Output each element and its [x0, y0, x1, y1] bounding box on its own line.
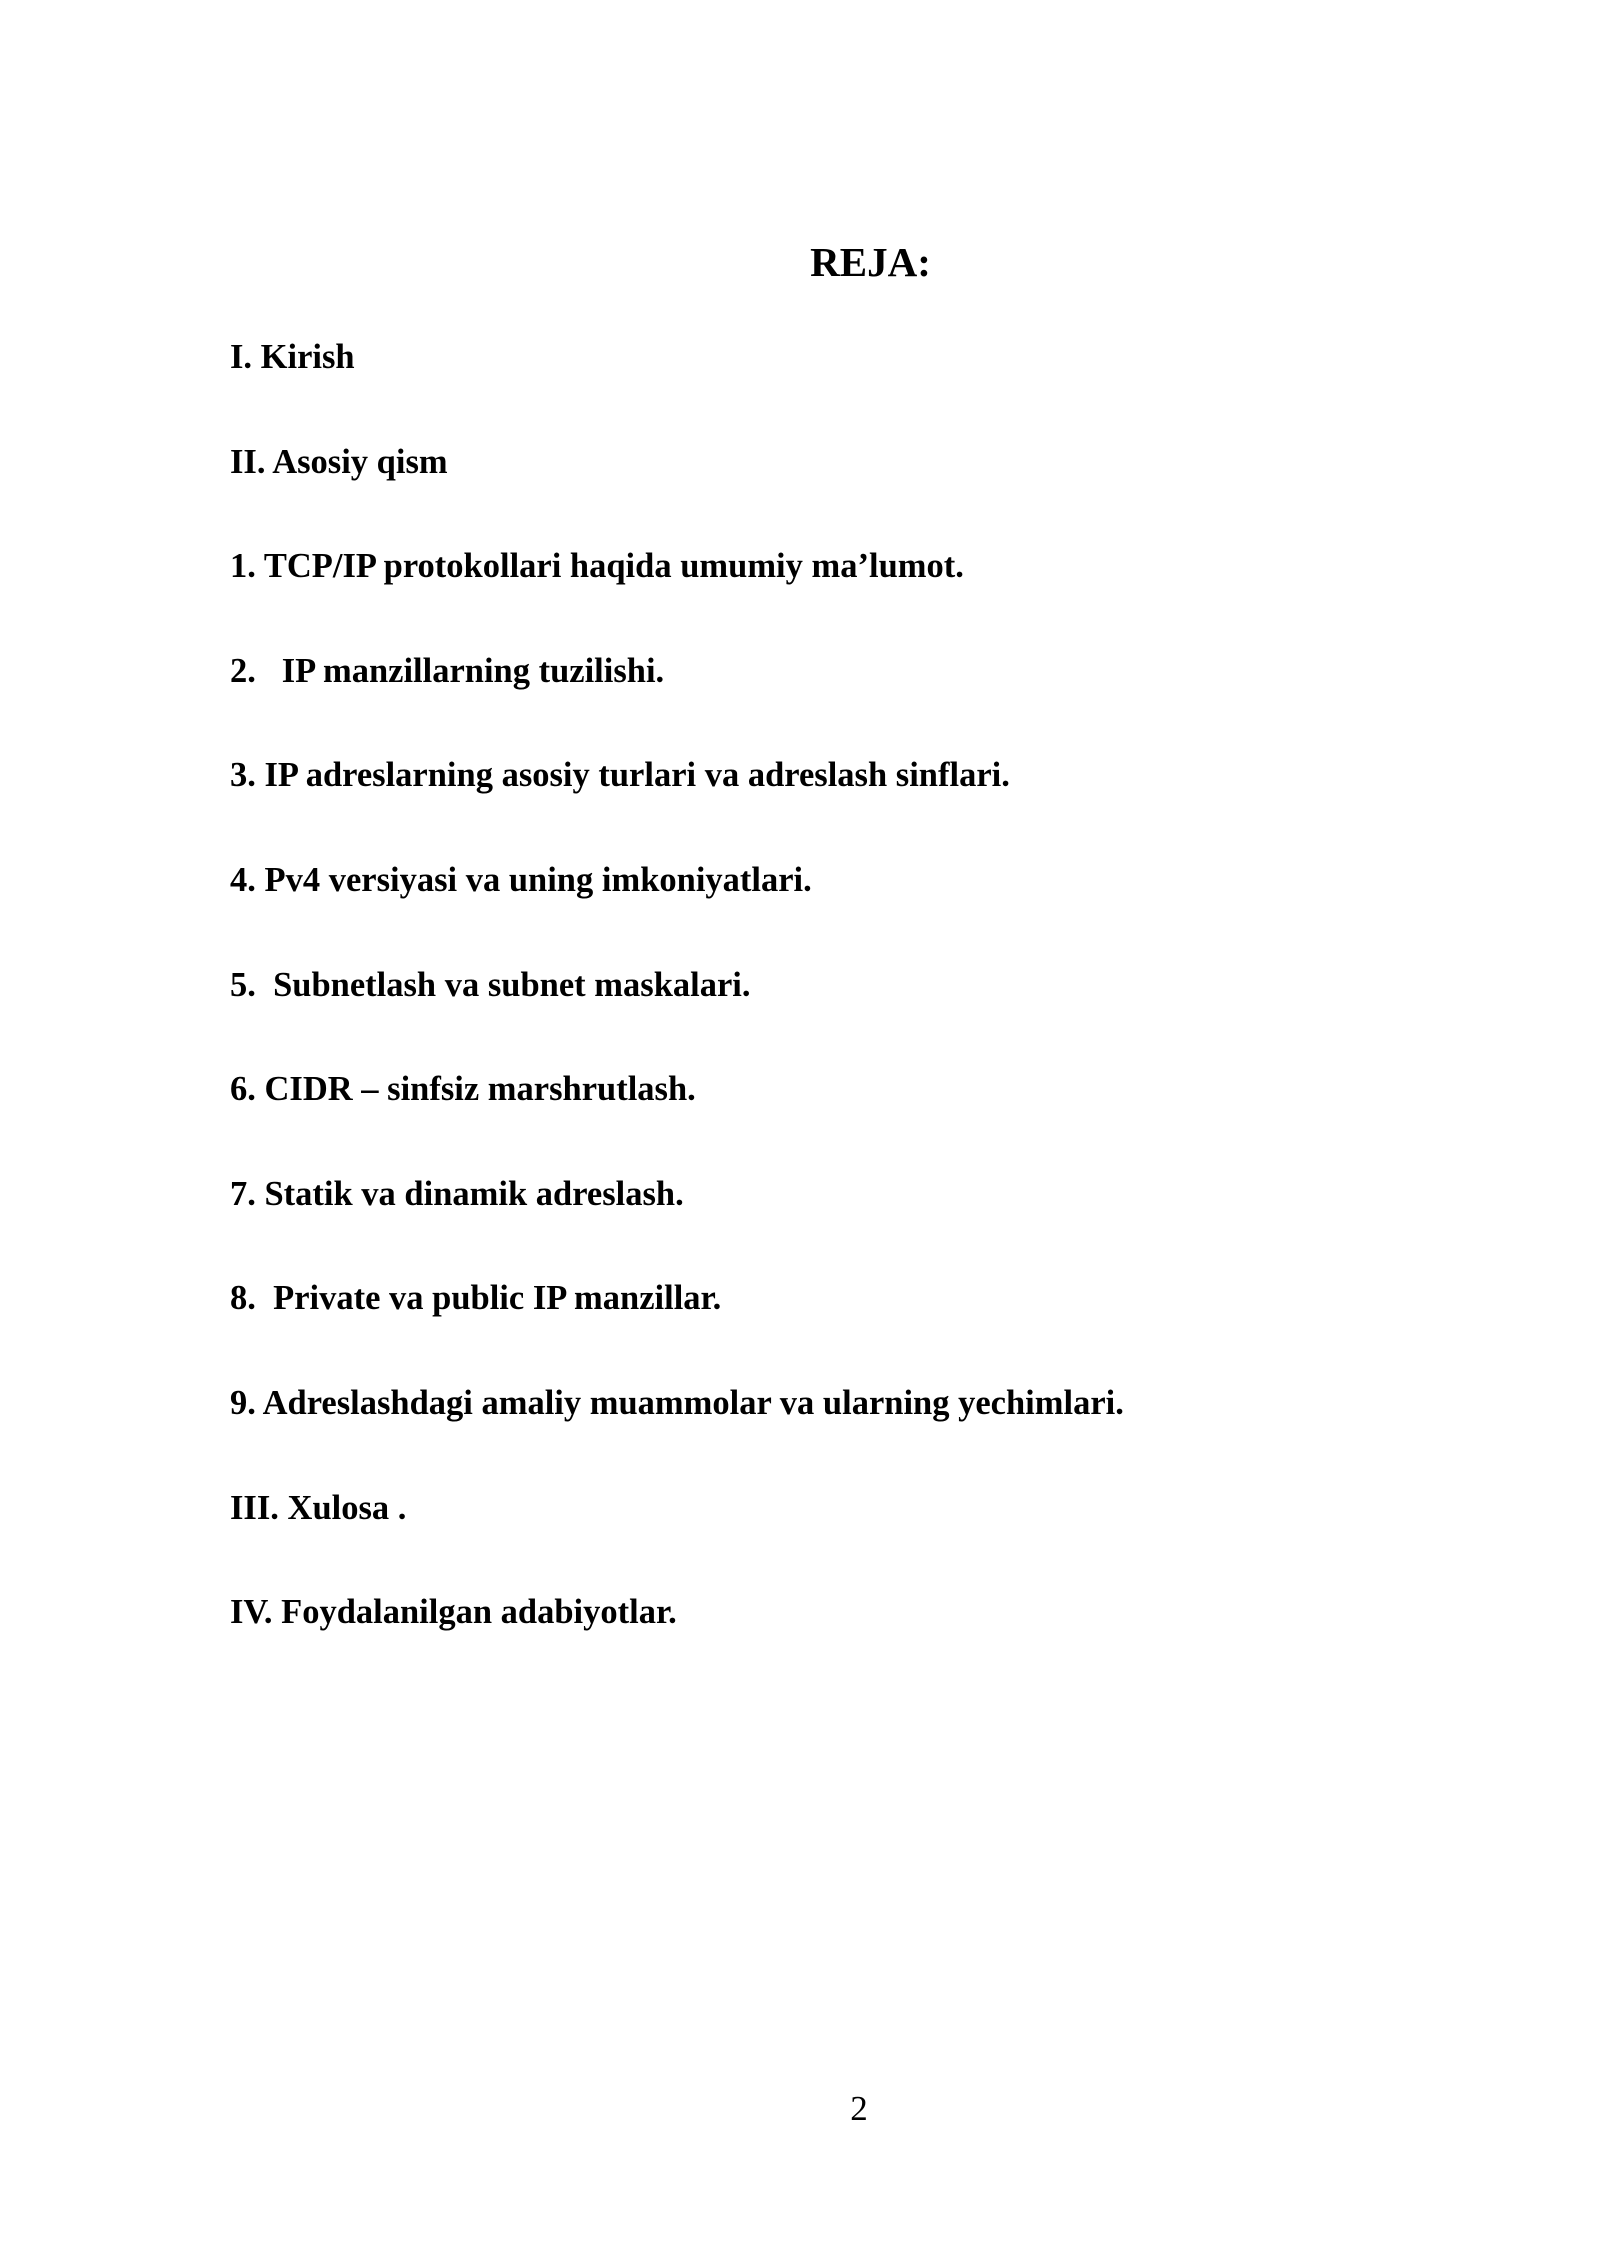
- plan-item-xulosa: III. Xulosa .: [230, 1488, 407, 1527]
- plan-item-asosiy-qism: II. Asosiy qism: [230, 442, 448, 481]
- plan-item-9: 9. Adreslashdagi amaliy muammolar va ularning yechimlari.: [230, 1383, 1124, 1422]
- plan-item-4: 4. Pv4 versiyasi va uning imkoniyatlari.: [230, 860, 812, 899]
- plan-list: [230, 340, 1124, 1700]
- plan-item-6: 6. CIDR – sinfsiz marshrutlash.: [230, 1070, 696, 1109]
- plan-item-7: 7. Statik va dinamik adreslash.: [230, 1174, 684, 1213]
- page-number: 2: [850, 2089, 868, 2128]
- page-title: REJA:: [810, 239, 931, 285]
- plan-item-3: 3. IP adreslarning asosiy turlari va adreslash sinflari.: [230, 756, 1010, 795]
- plan-item-1: 1. TCP/IP protokollari haqida umumiy ma’lumot.: [230, 547, 964, 586]
- plan-item-8: 8. Private va public IP manzillar.: [230, 1279, 722, 1318]
- plan-item-2: 2. IP manzillarning tuzilishi.: [230, 651, 665, 690]
- plan-item-5: 5. Subnetlash va subnet maskalari.: [230, 965, 751, 1004]
- plan-item-kirish: I. Kirish: [230, 338, 355, 376]
- plan-item-adabiyotlar: IV. Foydalanilgan adabiyotlar.: [230, 1593, 677, 1632]
